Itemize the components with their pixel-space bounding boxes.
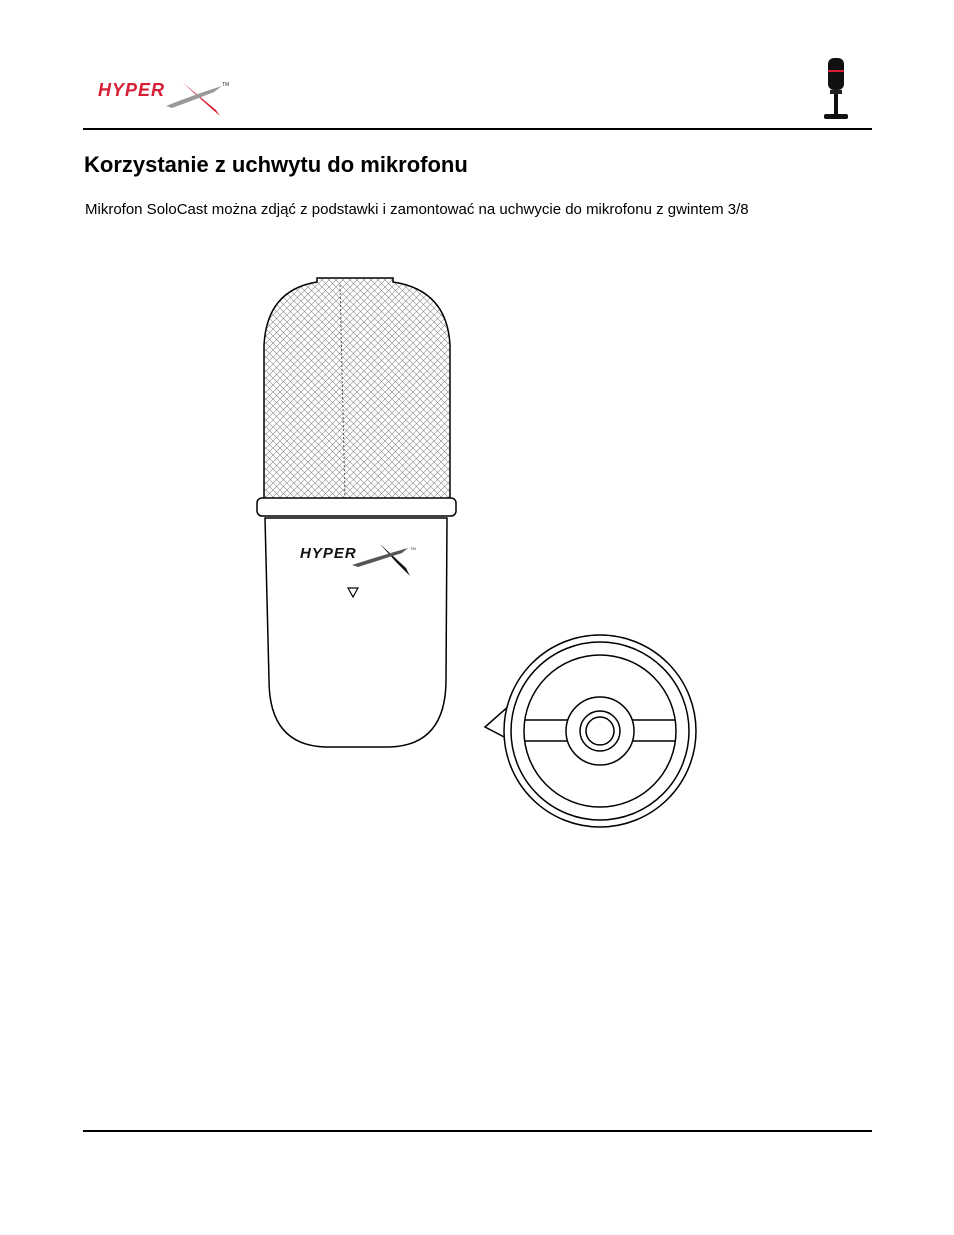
microphone-grille <box>264 278 450 500</box>
svg-text:TM: TM <box>222 82 230 88</box>
footer-rule <box>83 1130 872 1132</box>
svg-text:TM: TM <box>410 546 416 551</box>
section-title: Korzystanie z uchwytu do mikrofonu <box>84 152 468 177</box>
microphone-collar <box>257 498 456 516</box>
svg-text:HYPER: HYPER <box>300 545 357 562</box>
svg-text:HYPER: HYPER <box>98 80 166 100</box>
thread-mount-detail <box>485 635 696 827</box>
section-body: Mikrofon SoloCast można zdjąć z podstawki i zamontować na uchwycie do mikrofonu z gwintem 3/8 <box>85 201 749 218</box>
